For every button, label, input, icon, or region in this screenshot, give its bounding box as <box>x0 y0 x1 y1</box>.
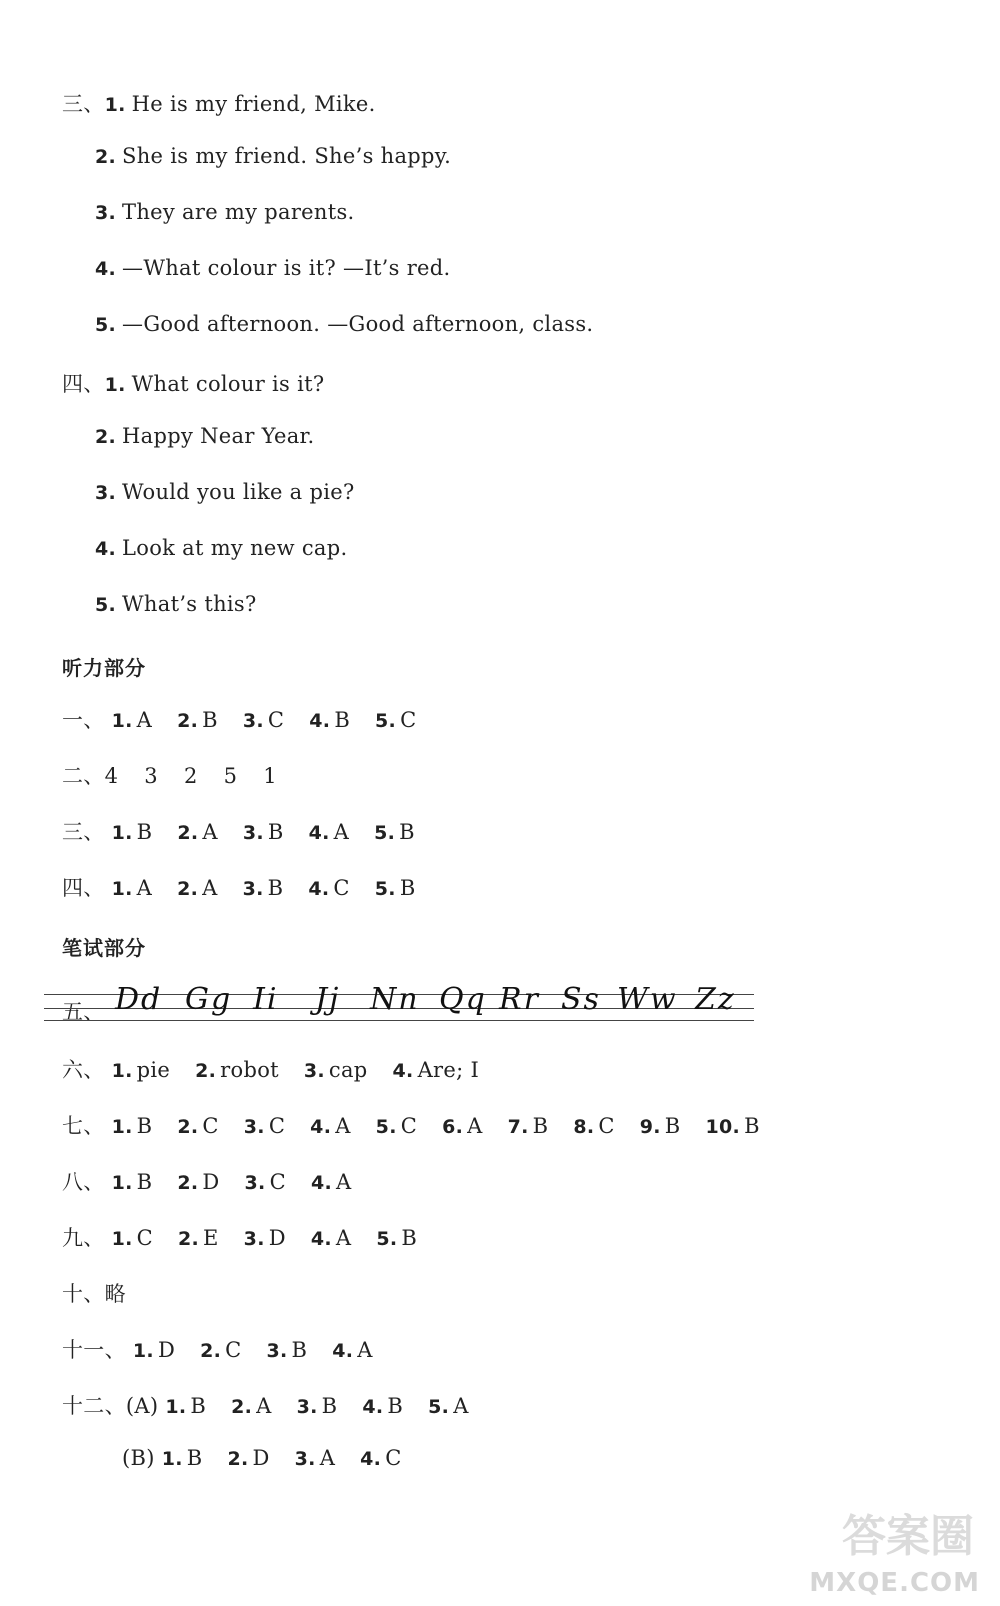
answer <box>112 876 153 900</box>
answer <box>244 1226 286 1250</box>
handwritten-letter: Gg <box>185 982 233 1017</box>
answer-number: 2. <box>177 710 199 732</box>
item-number: 2. <box>95 426 117 448</box>
answer-value: C <box>400 708 417 732</box>
written-q12-part-a <box>62 1390 487 1420</box>
answer-value: B <box>401 1226 418 1250</box>
answer-value: cap <box>328 1058 368 1082</box>
item-text: —Good afternoon. —Good afternoon, class. <box>122 312 594 336</box>
answer <box>112 708 153 732</box>
section4-label: 四、 <box>62 372 105 396</box>
answer-number: 4. <box>310 1172 332 1194</box>
answer-value: A <box>256 1394 272 1418</box>
answer <box>375 876 416 900</box>
answer <box>428 1394 469 1418</box>
watermark-url: MXQE.COM <box>809 1568 980 1598</box>
answer <box>243 820 284 844</box>
answer-value: D <box>202 1170 220 1194</box>
answer <box>244 1114 285 1138</box>
question-label: 三、 <box>62 820 105 844</box>
answer <box>295 1446 336 1470</box>
section3-label: 三、 <box>62 92 105 116</box>
written-q8 <box>62 1166 369 1196</box>
answer-value: A <box>335 1226 352 1250</box>
answer-number: 3. <box>303 1060 325 1082</box>
listening-q2 <box>62 760 303 790</box>
answer-value: A <box>333 820 350 844</box>
answer-number: 5. <box>428 1396 450 1418</box>
written-q7 <box>62 1110 778 1140</box>
answer <box>393 1058 480 1082</box>
answer-value: C <box>333 876 350 900</box>
answer <box>266 1338 307 1362</box>
answer-value: A <box>335 1170 352 1194</box>
answer <box>112 1114 153 1138</box>
answer <box>310 1114 351 1138</box>
answer-number: 1. <box>111 1172 133 1194</box>
answer-value: B <box>532 1114 549 1138</box>
answer <box>112 1226 153 1250</box>
answer <box>177 1114 218 1138</box>
answer <box>177 876 218 900</box>
question-label: 九、 <box>62 1226 105 1250</box>
answer-value: C <box>269 1170 286 1194</box>
answer-number: 2. <box>231 1396 253 1418</box>
item-number: 4. <box>95 258 117 280</box>
answer-value: B <box>399 876 416 900</box>
answer-value: C <box>385 1446 402 1470</box>
answer-number: 4. <box>362 1396 384 1418</box>
answer-value: C <box>202 1114 219 1138</box>
answer-value: B <box>387 1394 404 1418</box>
answer-number: 2. <box>178 1228 200 1250</box>
item-text: She is my friend. She’s happy. <box>122 144 452 168</box>
answer-number: 2. <box>177 822 199 844</box>
answer-number: 3. <box>296 1396 318 1418</box>
handwritten-letter: Dd <box>115 982 163 1017</box>
answer-value: D <box>268 1226 286 1250</box>
answer-value: B <box>202 708 218 732</box>
answer-value: Are; I <box>417 1058 480 1082</box>
question-label: 十二、 <box>62 1394 126 1418</box>
answer-number: 1. <box>111 878 133 900</box>
answer <box>573 1114 614 1138</box>
answer-number: 4. <box>308 822 330 844</box>
question-label: 六、 <box>62 1058 105 1082</box>
answer-number: 1. <box>111 1228 133 1250</box>
watermark-cn: 答案圈 <box>842 1511 974 1562</box>
answer-number: 3. <box>266 1340 288 1362</box>
item-number: 3. <box>95 482 117 504</box>
answer-number: 7. <box>507 1116 529 1138</box>
section3-item5 <box>95 312 593 336</box>
answer <box>309 708 350 732</box>
answer <box>112 1170 153 1194</box>
answer-number: 2. <box>200 1340 222 1362</box>
answer <box>332 1338 373 1362</box>
answer <box>304 1058 368 1082</box>
answer <box>243 708 284 732</box>
answer-number: 4. <box>392 1060 414 1082</box>
question-label: 二、 <box>62 764 105 788</box>
question-label: 十、 <box>62 1282 105 1306</box>
answer-value: B <box>399 820 415 844</box>
answer-value: C <box>225 1338 242 1362</box>
handwritten-letter: Zz <box>695 982 736 1017</box>
answer-value: A <box>136 708 153 732</box>
answer <box>309 820 350 844</box>
answer-number: 3. <box>242 822 264 844</box>
answer-number: 5. <box>374 878 396 900</box>
answer-number: 4. <box>308 878 330 900</box>
answer <box>376 1226 417 1250</box>
listening-q1 <box>62 704 434 734</box>
written-heading: 笔试部分 <box>62 936 146 960</box>
answer-number: 5. <box>375 710 397 732</box>
answer-value: B <box>321 1394 338 1418</box>
answer-value: B <box>664 1114 681 1138</box>
order-number: 5 <box>223 764 238 788</box>
answer <box>362 1394 403 1418</box>
section3-item2 <box>95 144 451 168</box>
answer <box>177 820 218 844</box>
listening-q3 <box>62 816 433 846</box>
answer-value: E <box>203 1226 219 1250</box>
order-number: 1 <box>263 764 277 788</box>
section3-item1 <box>62 88 376 118</box>
answer-value: B <box>136 820 153 844</box>
answer <box>177 708 218 732</box>
answer-value: C <box>598 1114 615 1138</box>
answer-value: C <box>267 708 285 732</box>
answer-value: B <box>136 1170 153 1194</box>
answer-number: 8. <box>573 1116 595 1138</box>
answer <box>195 1058 279 1082</box>
answer-value: D <box>252 1446 270 1470</box>
answer-value: B <box>190 1394 207 1418</box>
answer-number: 2. <box>227 1448 249 1470</box>
question-label: 一、 <box>62 708 105 732</box>
answer-value: B <box>291 1338 308 1362</box>
item-text: He is my friend, Mike. <box>131 92 376 116</box>
item-text: Would you like a pie? <box>122 480 355 504</box>
answer-number: 3. <box>242 710 264 732</box>
answer <box>508 1114 549 1138</box>
answer <box>308 876 349 900</box>
answer <box>227 1446 269 1470</box>
answer-number: 3. <box>243 1116 265 1138</box>
question-label: 十一、 <box>62 1338 126 1362</box>
answer-number: 1. <box>111 822 133 844</box>
watermark-logo <box>800 1498 980 1598</box>
item-number: 4. <box>95 538 117 560</box>
answer <box>360 1446 401 1470</box>
listening-heading: 听力部分 <box>62 656 146 680</box>
handwritten-letter: Ii <box>253 982 279 1017</box>
section3-item3 <box>95 200 355 224</box>
answer-number: 1. <box>161 1448 183 1470</box>
answer <box>245 1170 286 1194</box>
answer-number: 2. <box>177 878 199 900</box>
answer-value: C <box>400 1114 418 1138</box>
answer <box>133 1338 175 1362</box>
answer-number: 3. <box>243 1228 265 1250</box>
answer-number: 2. <box>195 1060 217 1082</box>
question-label: 七、 <box>62 1114 105 1138</box>
answer-value: B <box>186 1446 203 1470</box>
answer-number: 10. <box>705 1116 741 1138</box>
handwritten-letter: Ss <box>561 982 601 1017</box>
handwritten-letter: Ww <box>617 982 678 1017</box>
answer <box>311 1226 352 1250</box>
answer-value: B <box>267 876 284 900</box>
answer-number: 4. <box>360 1448 382 1470</box>
question-label: 八、 <box>62 1170 105 1194</box>
question-label: 四、 <box>62 876 105 900</box>
handwritten-letter: Qq <box>439 982 487 1017</box>
item-number: 1. <box>104 374 126 396</box>
answer-number: 1. <box>111 1060 133 1082</box>
written-q11 <box>62 1334 391 1364</box>
answer-number: 4. <box>310 1116 332 1138</box>
ruled-line <box>44 1020 754 1021</box>
item-text: What’s this? <box>122 592 257 616</box>
item-text: They are my parents. <box>122 200 355 224</box>
answer-value: A <box>202 820 218 844</box>
handwritten-letter: Nn <box>370 982 420 1017</box>
item-number: 3. <box>95 202 117 224</box>
section4-item1 <box>62 368 324 398</box>
answer <box>375 708 416 732</box>
answer-number: 1. <box>165 1396 187 1418</box>
section3-item4 <box>95 256 451 280</box>
answer-value: A <box>202 876 218 900</box>
answer <box>376 1114 417 1138</box>
answer <box>442 1114 483 1138</box>
answer-number: 3. <box>244 1172 266 1194</box>
order-number: 4 <box>104 764 119 788</box>
item-number: 5. <box>95 314 117 336</box>
written-q12-part-b <box>122 1446 420 1470</box>
answer-number: 4. <box>332 1340 354 1362</box>
answer-number: 5. <box>374 822 396 844</box>
handwritten-letter: Jj <box>315 982 341 1017</box>
order-number: 3 <box>144 764 158 788</box>
answer-value: pie <box>136 1058 171 1082</box>
answer-number: 1. <box>111 1116 133 1138</box>
answer-value: robot <box>220 1058 279 1082</box>
answer-number: 3. <box>242 878 264 900</box>
answer-number: 1. <box>132 1340 154 1362</box>
item-text: Happy Near Year. <box>122 424 315 448</box>
answer <box>640 1114 681 1138</box>
answer-number: 2. <box>177 1116 199 1138</box>
handwritten-letter: Rr <box>499 982 540 1017</box>
answer <box>311 1170 352 1194</box>
section4-item3 <box>95 480 355 504</box>
answer-number: 4. <box>310 1228 332 1250</box>
answer-number: 2. <box>177 1172 199 1194</box>
answer-value: B <box>334 708 351 732</box>
item-text: —What colour is it? —It’s red. <box>122 256 451 280</box>
answer-value: A <box>467 1114 483 1138</box>
answer-value: A <box>453 1394 469 1418</box>
item-text: What colour is it? <box>131 372 325 396</box>
answer-value: B <box>267 820 284 844</box>
item-number: 2. <box>95 146 117 168</box>
written-q5-label: 五、 <box>62 1000 105 1024</box>
answer <box>112 820 153 844</box>
answer-value: C <box>268 1114 286 1138</box>
answer-number: 5. <box>376 1228 398 1250</box>
answer-number: 9. <box>639 1116 661 1138</box>
answer-value: B <box>744 1114 760 1138</box>
part-label: (A) <box>125 1394 159 1418</box>
answer-value: 略 <box>104 1282 126 1306</box>
answer <box>200 1338 241 1362</box>
answer-value: A <box>319 1446 336 1470</box>
written-q6 <box>62 1054 497 1084</box>
section4-item2 <box>95 424 315 448</box>
answer-value: B <box>136 1114 153 1138</box>
answer-value: C <box>136 1226 154 1250</box>
item-number: 5. <box>95 594 117 616</box>
item-text: Look at my new cap. <box>122 536 348 560</box>
section4-item5 <box>95 592 257 616</box>
answer <box>243 876 284 900</box>
answer <box>231 1394 272 1418</box>
section4-item4 <box>95 536 347 560</box>
answer-value: A <box>357 1338 373 1362</box>
answer <box>177 1170 219 1194</box>
answer <box>706 1114 760 1138</box>
answer <box>374 820 415 844</box>
answer <box>162 1446 203 1470</box>
answer-number: 1. <box>111 710 133 732</box>
answer-value: A <box>136 876 153 900</box>
answer-number: 5. <box>375 1116 397 1138</box>
order-number: 2 <box>183 764 198 788</box>
answer <box>112 1058 171 1082</box>
answer <box>178 1226 219 1250</box>
answer-value: A <box>335 1114 351 1138</box>
part-label: (B) <box>122 1446 155 1470</box>
answer <box>165 1394 206 1418</box>
answer-number: 6. <box>442 1116 464 1138</box>
listening-q4 <box>62 872 434 902</box>
answer-number: 3. <box>294 1448 316 1470</box>
answer-value: D <box>157 1338 176 1362</box>
written-q10 <box>62 1278 126 1308</box>
item-number: 1. <box>104 94 126 116</box>
written-q9 <box>62 1222 435 1252</box>
answer <box>297 1394 338 1418</box>
answer-number: 4. <box>309 710 331 732</box>
